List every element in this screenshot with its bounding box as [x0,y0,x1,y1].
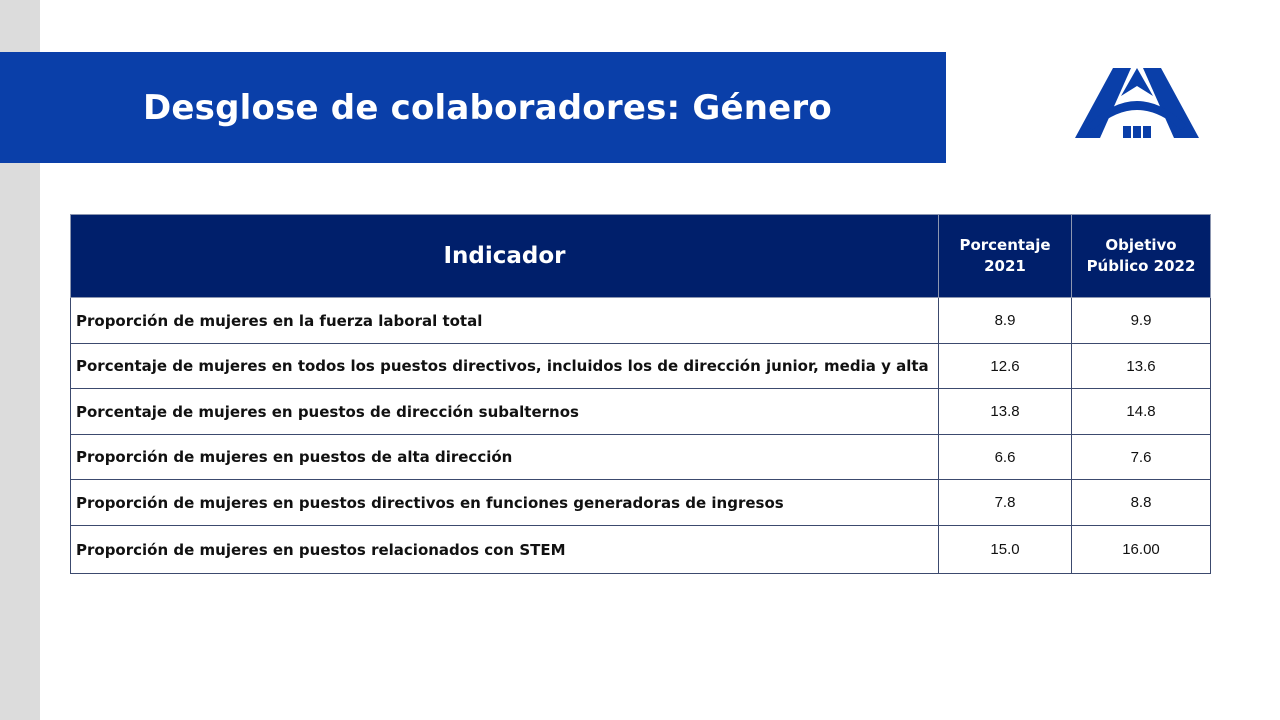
pct-2021-cell: 13.8 [939,389,1072,435]
header-indicador: Indicador [71,215,939,298]
target-2022-cell: 14.8 [1072,389,1211,435]
target-2022-cell: 7.6 [1072,435,1211,480]
table-header-row [71,215,1211,298]
header-objetivo-2022: Objetivo Público 2022 [1072,215,1211,298]
title-banner [0,52,946,163]
table-row [71,435,1211,480]
table-row [71,480,1211,526]
target-2022-cell: 8.8 [1072,480,1211,526]
pct-2021-cell: 12.6 [939,344,1072,389]
table-row [71,389,1211,435]
target-2022-cell: 13.6 [1072,344,1211,389]
indicator-cell: Porcentaje de mujeres en puestos de dirección subalternos [71,389,939,435]
header-porcentaje-2021: Porcentaje 2021 [939,215,1072,298]
indicator-cell: Proporción de mujeres en la fuerza laboral total [71,298,939,344]
table-row [71,526,1211,574]
indicator-cell: Porcentaje de mujeres en todos los puestos directivos, incluidos los de dirección junior, media y alta [71,344,939,389]
company-logo-icon [1073,66,1201,142]
target-2022-cell: 9.9 [1072,298,1211,344]
indicator-cell: Proporción de mujeres en puestos directivos en funciones generadoras de ingresos [71,480,939,526]
pct-2021-cell: 6.6 [939,435,1072,480]
table-row [71,344,1211,389]
indicators-table [70,214,1211,574]
indicator-cell: Proporción de mujeres en puestos relacionados con STEM [71,526,939,574]
page-title: Desglose de colaboradores: Género [143,87,832,128]
pct-2021-cell: 15.0 [939,526,1072,574]
target-2022-cell: 16.00 [1072,526,1211,574]
pct-2021-cell: 8.9 [939,298,1072,344]
table-row [71,298,1211,344]
pct-2021-cell: 7.8 [939,480,1072,526]
indicator-cell: Proporción de mujeres en puestos de alta dirección [71,435,939,480]
